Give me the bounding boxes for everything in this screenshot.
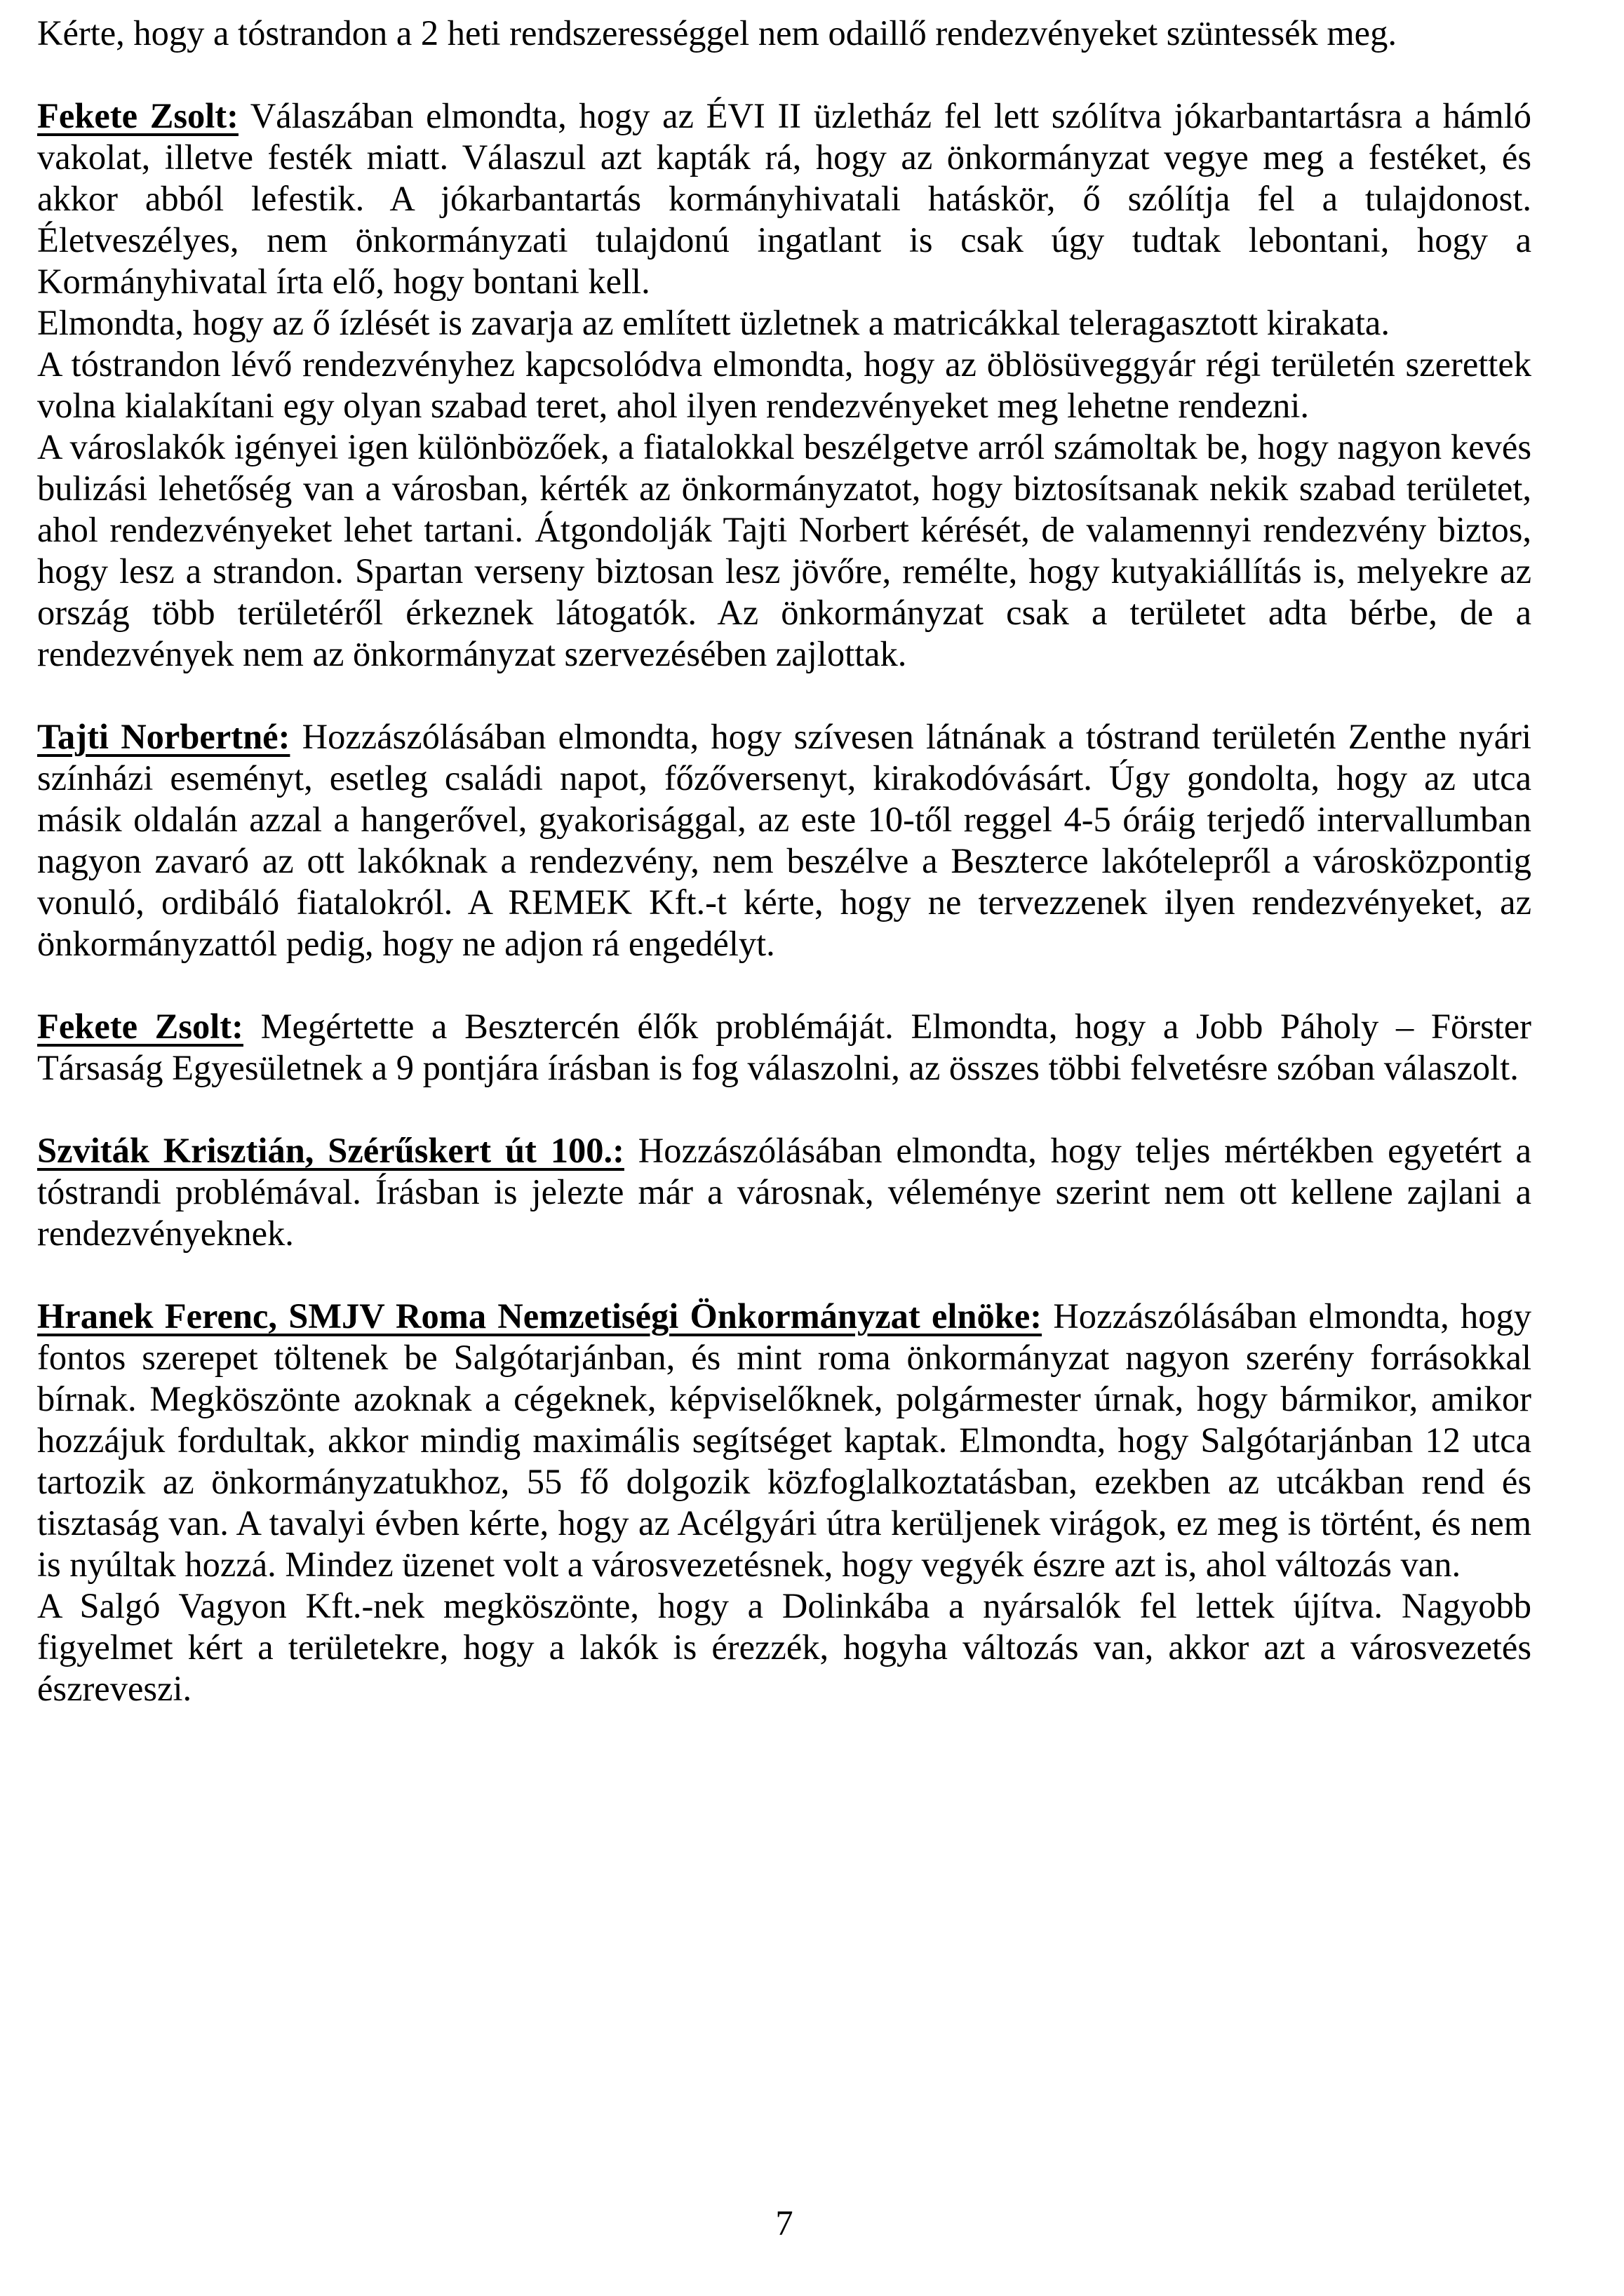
- speaker-name: Fekete Zsolt:: [37, 1007, 243, 1046]
- paragraph: [37, 1130, 1531, 1254]
- paragraph-text: Elmondta, hogy az ő ízlését is zavarja az említett üzletnek a matricákkal teleragasztott kirakata.: [37, 303, 1390, 342]
- section-szvitak-krisztian: [37, 1130, 1531, 1254]
- section-request: [37, 13, 1531, 54]
- paragraph-text: Hozzászólásában elmondta, hogy szívesen látnának a tóstrand területén Zenthe nyári színházi eseményt, esetleg családi napot, főzőversenyt, kirakodóvásárt. Úgy gondolta, hogy az utca másik oldalán azzal a hangerővel, gyakorisággal, az este 10-től reggel 4-5 óráig terjedő intervallumban nagyon zavaró az ott lakóknak a rendezvény, nem beszélve a Beszterce lakótelepről a városközpontig vonuló, ordibáló fiatalokról. A REMEK Kft.-t kérte, hogy ne tervezzenek ilyen rendezvényeket, az önkormányzattól pedig, hogy ne adjon rá engedélyt.: [37, 717, 1531, 963]
- paragraph: [37, 1296, 1531, 1585]
- page-number: 7: [775, 2203, 793, 2243]
- speaker-name: Hranek Ferenc, SMJV Roma Nemzetiségi Önkormányzat elnöke:: [37, 1296, 1042, 1336]
- paragraph-text: Megértette a Besztercén élők problémáját. Elmondta, hogy a Jobb Páholy – Förster Társaság Egyesületnek a 9 pontjára írásban is fog válaszolni, az összes többi felvetésre szóban válaszolt.: [37, 1007, 1531, 1087]
- paragraph: [37, 302, 1531, 344]
- paragraph: [37, 427, 1531, 675]
- speaker-name: Szviták Krisztián, Szérűskert út 100.:: [37, 1131, 624, 1170]
- paragraph-text: Kérte, hogy a tóstrandon a 2 heti rendszerességgel nem odaillő rendezvényeket szüntessék meg.: [37, 13, 1397, 53]
- paragraph-text: A városlakók igényei igen különbözőek, a fiatalokkal beszélgetve arról számoltak be, hogy nagyon kevés bulizási lehetőség van a városban, kérték az önkormányzatot, hogy biztosítsanak nekik szabad területet, ahol rendezvényeket lehet tartani. Átgondolják Tajti Norbert kérését, de valamennyi rendezvény biztos, hogy lesz a strandon. Spartan verseny biztosan lesz jövőre, remélte, hogy kutyakiállítás is, melyekre az ország több területéről érkeznek látogatók. Az önkormányzat csak a területet adta bérbe, de a rendezvények nem az önkormányzat szervezésében zajlottak.: [37, 427, 1531, 673]
- paragraph: [37, 716, 1531, 965]
- speaker-name: Fekete Zsolt:: [37, 96, 239, 135]
- paragraph-text: A Salgó Vagyon Kft.-nek megköszönte, hogy a Dolinkába a nyársalók fel lettek újítva. Nagyobb figyelmet kért a területekre, hogy a lakók is érezzék, hogyha változás van, akkor azt a városvezetés észreveszi.: [37, 1586, 1531, 1708]
- paragraph: [37, 13, 1531, 54]
- section-hranek-ferenc: [37, 1296, 1531, 1710]
- document-body: [37, 13, 1531, 1710]
- section-tajti-norbertne: [37, 716, 1531, 965]
- section-fekete-zsolt-reply-1: [37, 95, 1531, 675]
- paragraph: [37, 1006, 1531, 1089]
- paragraph-text: Válaszában elmondta, hogy az ÉVI II üzletház fel lett szólítva jókarbantartásra a hámló vakolat, illetve festék miatt. Válaszul azt kapták rá, hogy az önkormányzat vegye meg a festéket, és akkor abból lefestik. A jókarbantartás kormányhivatali hatáskör, ő szólítja fel a tulajdonost. Életveszélyes, nem önkormányzati tulajdonú ingatlant is csak úgy tudtak lebontani, hogy a Kormányhivatal írta elő, hogy bontani kell.: [37, 96, 1531, 301]
- section-fekete-zsolt-reply-2: [37, 1006, 1531, 1089]
- paragraph: [37, 344, 1531, 427]
- paragraph: [37, 1585, 1531, 1710]
- paragraph: [37, 95, 1531, 302]
- paragraph-text: A tóstrandon lévő rendezvényhez kapcsolódva elmondta, hogy az öblösüveggyár régi területén szerettek volna kialakítani egy olyan szabad teret, ahol ilyen rendezvényeket meg lehetne rendezni.: [37, 344, 1531, 425]
- paragraph-text: Hozzászólásában elmondta, hogy fontos szerepet töltenek be Salgótarjánban, és mint roma önkormányzat nagyon szerény forrásokkal bírnak. Megköszönte azoknak a cégeknek, képviselőknek, polgármester úrnak, hogy bármikor, amikor hozzájuk fordultak, akkor mindig maximális segítséget kaptak. Elmondta, hogy Salgótarjánban 12 utca tartozik az önkormányzatukhoz, 55 fő dolgozik közfoglalkoztatásban, ezekben az utcákban rend és tisztaság van. A tavalyi évben kérte, hogy az Acélgyári útra kerüljenek virágok, ez meg is történt, és nem is nyúltak hozzá. Mindez üzenet volt a városvezetésnek, hogy vegyék észre azt is, ahol változás van.: [37, 1296, 1532, 1584]
- paragraph-text: Hozzászólásában elmondta, hogy teljes mértékben egyetért a tóstrandi problémával. Írásban is jelezte már a városnak, véleménye szerint nem ott kellene zajlani a rendezvényeknek.: [37, 1131, 1532, 1253]
- speaker-name: Tajti Norbertné:: [37, 717, 290, 756]
